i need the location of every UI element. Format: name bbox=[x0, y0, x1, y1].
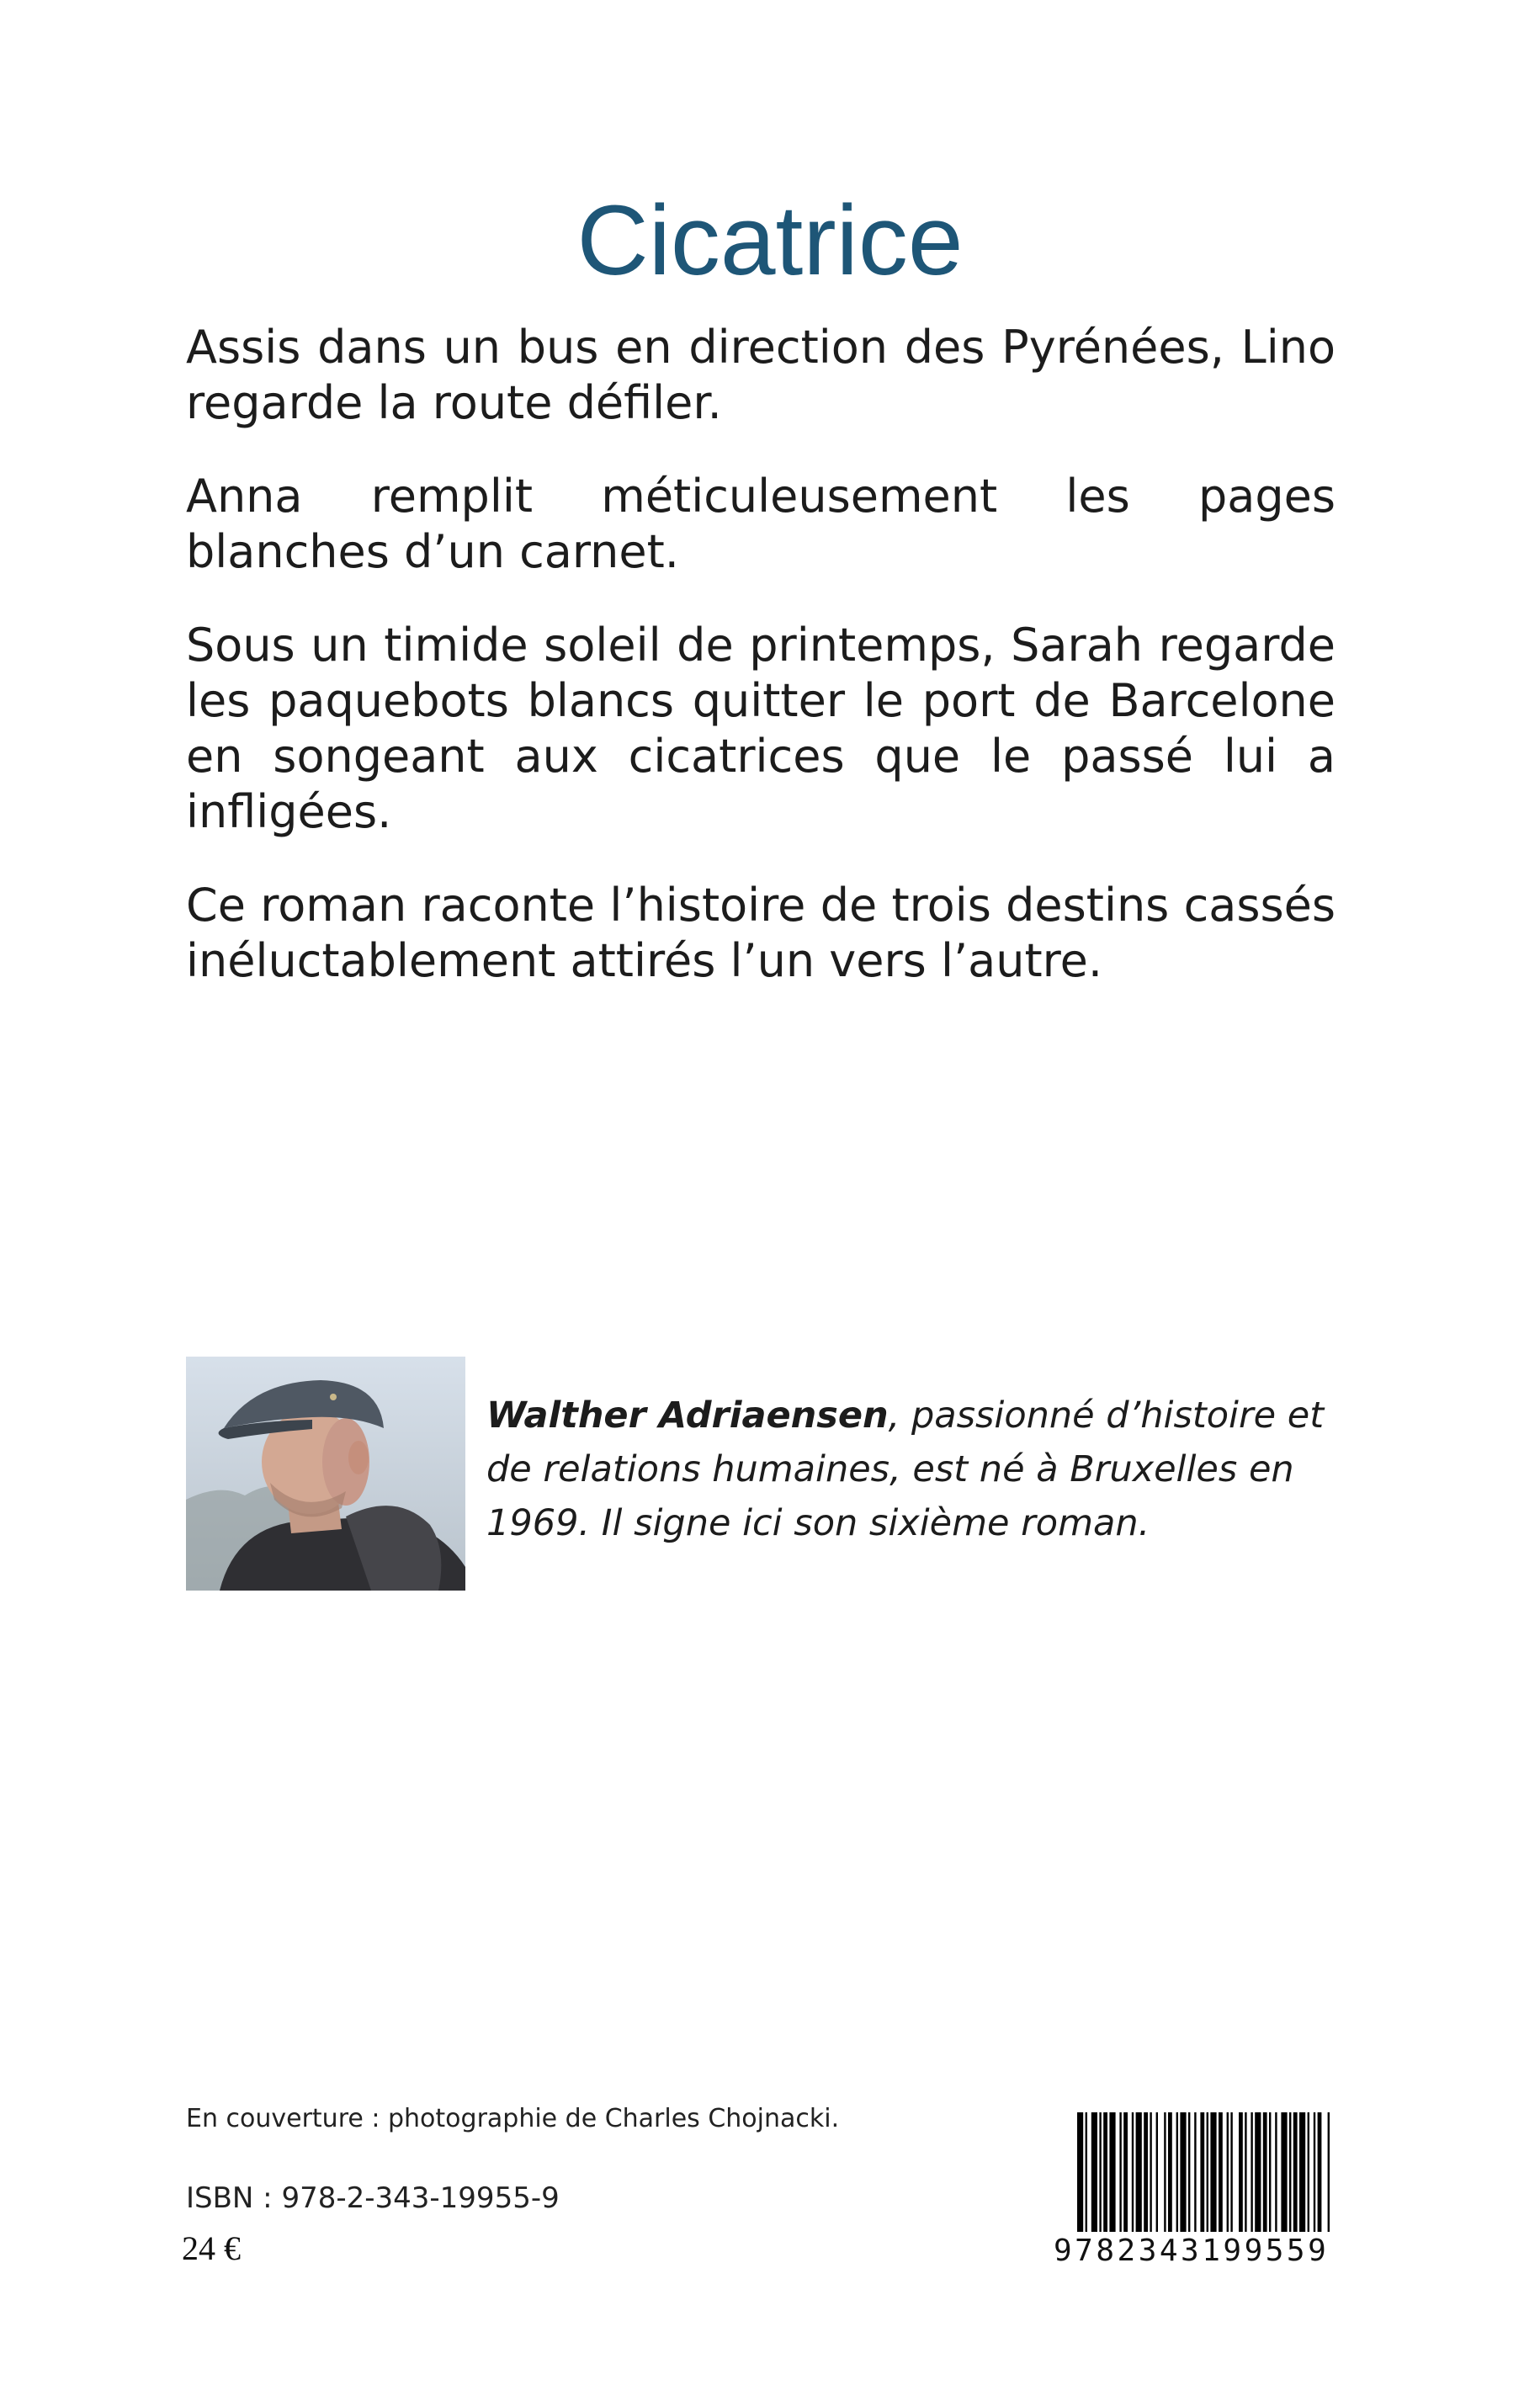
cover-credit: En couverture : photographie de Charles Chojnacki. bbox=[186, 2104, 840, 2133]
blurb-paragraph: Sous un timide soleil de printemps, Sarah regarde les paquebots blancs quitter le port de Barcelone en songeant aux cicatrices que le passé lui a infligées. bbox=[186, 619, 1336, 838]
book-title: Cicatrice bbox=[576, 185, 964, 297]
author-photo bbox=[186, 1357, 465, 1591]
blurb-paragraph: Anna remplit méticuleusement les pages blanches d’un carnet. bbox=[186, 470, 1336, 578]
back-cover-blurb bbox=[186, 320, 1336, 1027]
barcode-number: 9782343199559 bbox=[1054, 2232, 1348, 2270]
blurb-paragraph: Assis dans un bus en direction des Pyrénées, Lino regarde la route défiler. bbox=[186, 321, 1336, 429]
author-bio bbox=[486, 1389, 1338, 1550]
blurb-paragraph: Ce roman raconte l’histoire de trois destins cassés inéluctablement attirés l’un vers l’autre. bbox=[186, 879, 1336, 987]
author-bio-text: , passionné d’histoire et de relations humaines, est né à Bruxelles en 1969. Il signe ici son sixième roman. bbox=[486, 1394, 1325, 1544]
isbn: ISBN : 978-2-343-19955-9 bbox=[186, 2181, 560, 2215]
author-name: Walther Adriaensen bbox=[486, 1394, 889, 1437]
price: 24 € bbox=[182, 2229, 241, 2267]
